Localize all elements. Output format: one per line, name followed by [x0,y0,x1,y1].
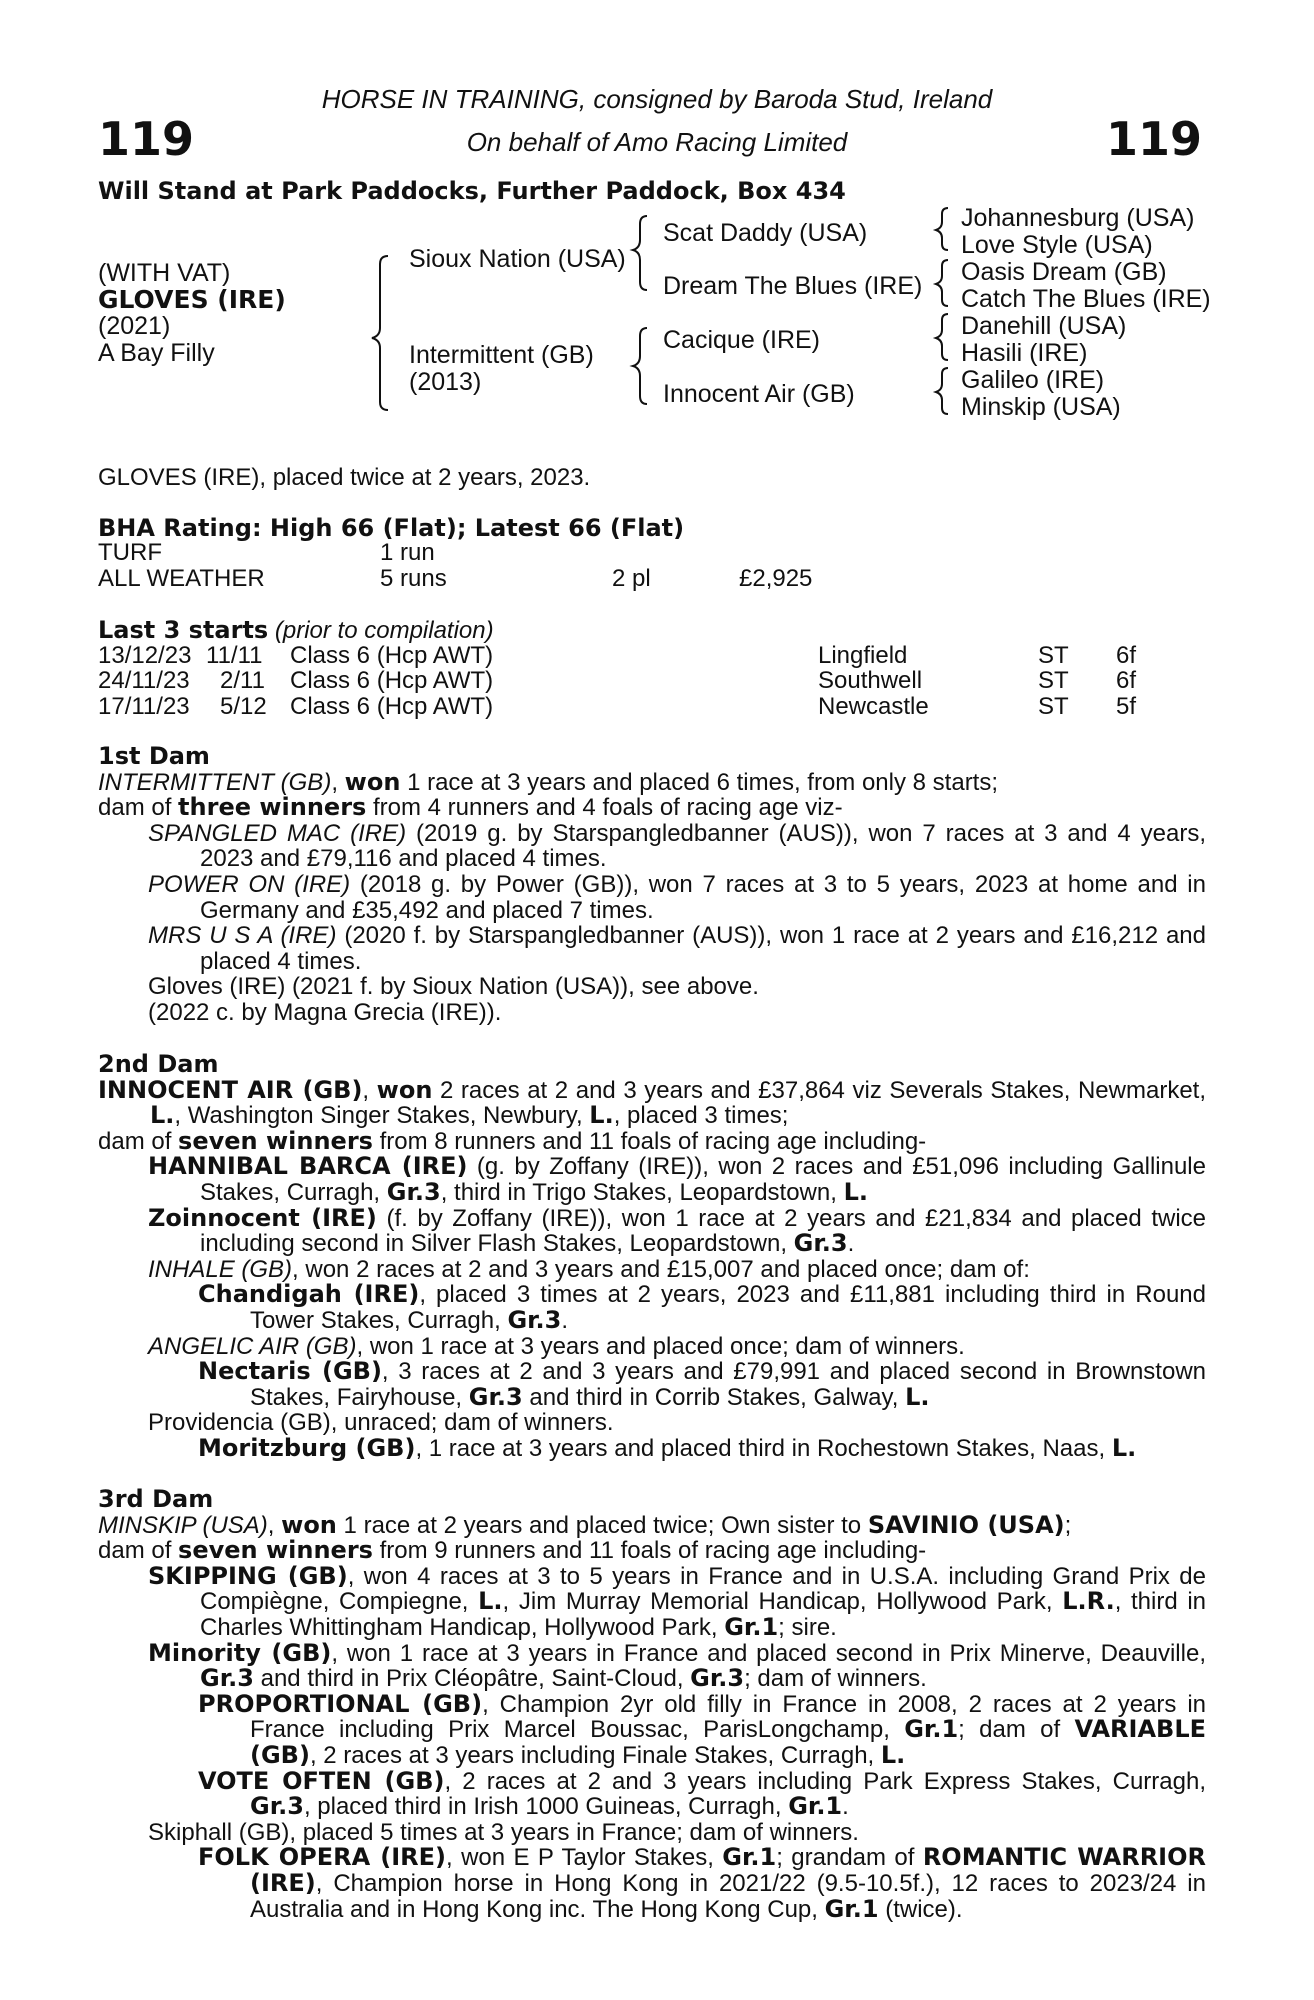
vat-note: (WITH VAT) [98,259,231,287]
lot-number-left: 119 [98,112,195,166]
sd-sire: Oasis Dream (GB) [961,258,1167,286]
dam-sire: Cacique (IRE) [663,326,820,354]
start-course: Lingfield [818,642,908,669]
second-dam-produce: dam of seven winners from 8 runners and 11 foals of racing age including- [98,1126,927,1155]
behalf-line: On behalf of Amo Racing Limited [466,127,848,157]
rating-placed-aw: 2 pl [612,565,651,592]
start-race: Class 6 (Hcp AWT) [290,642,494,669]
start-race: Class 6 (Hcp AWT) [290,693,494,720]
second-dam-record: INNOCENT AIR (GB), won 2 races at 2 and 3 years and £37,864 viz Severals Stakes, Newmarket, L., Washington Singer Stakes, Newbury, L., placed 3 times; [98,1075,1206,1130]
sd-dam: Catch The Blues (IRE) [961,285,1211,313]
horse-year: (2021) [98,312,171,340]
rating-surface-turf: TURF [98,539,162,566]
last-starts-note: (prior to compilation) [274,617,494,644]
dam-dam: Innocent Air (GB) [663,380,855,408]
start-distance: 6f [1116,667,1137,694]
start-going: ST [1038,693,1069,720]
ds-sire: Danehill (USA) [961,312,1127,340]
start-date: 13/12/23 [98,642,192,669]
dd-dam: Minskip (USA) [961,393,1121,421]
produce-entry: MRS U S A (IRE) (2020 f. by Starspangledbanner (AUS)), won 1 race at 2 years and £16,212 and placed 4 times. [148,922,1207,975]
consignor-line: HORSE IN TRAINING, consigned by Baroda Stud, Ireland [321,84,993,114]
produce-entry: PROPORTIONAL (GB), Champion 2yr old filly in France in 2008, 2 races at 2 years in France including Prix Marcel Boussac, ParisLongchamp, Gr.1; dam of VARIABLE (GB), 2 races at 3 years including Finale Stakes, Curragh, L. [198,1689,1207,1769]
first-dam-section [98,744,1206,1026]
dam-year: (2013) [409,368,482,396]
sire-sire: Scat Daddy (USA) [663,219,868,247]
sire: Sioux Nation (USA) [409,245,626,273]
produce-entry: Zoinnocent (IRE) (f. by Zoffany (IRE)), won 1 race at 2 years and £21,834 and placed twice including second in Silver Flash Stakes, Leopardstown, Gr.3. [148,1203,1206,1258]
produce-entry: (2022 c. by Magna Grecia (IRE)). [148,998,502,1026]
start-distance: 5f [1116,693,1137,720]
produce-entry: HANNIBAL BARCA (IRE) (g. by Zoffany (IRE)), won 2 races and £51,096 including Gallinule Stakes, Curragh, Gr.3, third in Trigo Stakes, Leopardstown, L. [148,1152,1206,1206]
third-dam-produce: dam of seven winners from 9 runners and 11 foals of racing age including- [98,1536,927,1565]
start-going: ST [1038,642,1069,669]
first-dam-heading: 1st Dam [98,742,210,770]
produce-entry: ANGELIC AIR (GB), won 1 race at 3 years and placed once; dam of winners. [148,1332,965,1360]
third-dam-record: MINSKIP (USA), won 1 race at 2 years and placed twice; Own sister to SAVINIO (USA); [98,1510,1072,1539]
produce-entry: SKIPPING (GB), won 4 races at 3 to 5 years in France and in U.S.A. including Grand Prix de Compiègne, Compiegne, L., Jim Murray Memorial Handicap, Hollywood Park, L.R., third in Charles Whittingham Handicap, Hollywood Park, Gr.1; sire. [148,1561,1207,1641]
second-dam-heading: 2nd Dam [98,1050,219,1078]
produce-entry: Chandigah (IRE), placed 3 times at 2 years, 2023 and £11,881 including third in Round Tower Stakes, Curragh, Gr.3. [198,1280,1206,1334]
start-position: 5/12 [220,693,267,720]
stand-location: Will Stand at Park Paddocks, Further Paddock, Box 434 [98,177,846,205]
rating-runs-aw: 5 runs [380,565,447,592]
start-going: ST [1038,667,1069,694]
produce-entry: Gloves (IRE) (2021 f. by Sioux Nation (USA)), see above. [148,973,759,1001]
sire-dam: Dream The Blues (IRE) [663,272,923,300]
lot-number-right: 119 [1105,112,1202,166]
first-dam-record: INTERMITTENT (GB), won 1 race at 3 years and placed 6 times, from only 8 starts; [98,767,999,796]
start-date: 17/11/23 [98,693,190,720]
produce-entry: Skiphall (GB), placed 5 times at 3 years in France; dam of winners. [148,1818,859,1846]
produce-entry: Nectaris (GB), 3 races at 2 and 3 years and £79,991 and placed second in Brownstown Stakes, Fairyhouse, Gr.3 and third in Corrib Stakes, Galway, L. [198,1357,1207,1411]
dam: Intermittent (GB) [409,341,594,369]
last-starts-title: Last 3 starts [98,616,269,644]
ss-sire: Johannesburg (USA) [961,204,1195,232]
produce-entry: Moritzburg (GB), 1 race at 3 years and placed third in Rochestown Stakes, Naas, L. [198,1433,1137,1462]
horse-description: A Bay Filly [98,339,215,367]
produce-entry: POWER ON (IRE) (2018 g. by Power (GB)), won 7 races at 3 to 5 years, 2023 at home and in Germany and £35,492 and placed 7 times. [148,870,1206,924]
start-course: Newcastle [818,693,929,720]
produce-entry: VOTE OFTEN (GB), 2 races at 2 and 3 years including Park Express Stakes, Curragh, Gr.3, placed third in Irish 1000 Guineas, Curragh, Gr.1. [198,1766,1207,1821]
third-dam-section [98,1487,1206,1922]
dd-sire: Galileo (IRE) [961,366,1105,394]
ds-dam: Hasili (IRE) [961,339,1088,367]
race-summary: GLOVES (IRE), placed twice at 2 years, 2023. [98,464,591,491]
produce-entry: SPANGLED MAC (IRE) (2019 g. by Starspangledbanner (AUS)), won 7 races at 3 and 4 years, 2023 and £79,116 and placed 4 times. [148,819,1206,873]
produce-entry: INHALE (GB), won 2 races at 2 and 3 years and £15,007 and placed once; dam of: [148,1255,1030,1283]
produce-entry: Minority (GB), won 1 race at 3 years in France and placed second in Prix Minerve, Deauville, Gr.3 and third in Prix Cléopâtre, Saint-Cloud, Gr.3; dam of winners. [148,1638,1206,1693]
rating-runs-turf: 1 run [380,539,435,566]
produce-entry: Providencia (GB), unraced; dam of winners. [148,1409,614,1437]
produce-entry: FOLK OPERA (IRE), won E P Taylor Stakes, Gr.1; grandam of ROMANTIC WARRIOR (IRE), Champion horse in Hong Kong in 2021/22 (9.5-10.5f.), 12 races to 2023/24 in Australia and in Hong Kong inc. The Hong Kong Cup, Gr.1 (twice). [198,1843,1206,1923]
first-dam-produce: dam of three winners from 4 runners and 4 foals of racing age viz- [98,793,843,822]
horse-name: GLOVES (IRE) [98,285,286,314]
last-starts-heading [98,617,494,644]
third-dam-heading: 3rd Dam [98,1485,214,1513]
second-dam-section [98,1052,1206,1462]
start-course: Southwell [818,667,923,694]
rating-surface-aw: ALL WEATHER [98,565,265,592]
start-position: 11/11 [206,642,263,669]
ss-dam: Love Style (USA) [961,231,1153,259]
start-race: Class 6 (Hcp AWT) [290,667,494,694]
start-distance: 6f [1116,642,1137,669]
bha-rating: BHA Rating: High 66 (Flat); Latest 66 (Flat) [98,514,685,542]
rating-prize-aw: £2,925 [739,565,813,592]
start-date: 24/11/23 [98,667,190,694]
start-position: 2/11 [220,667,265,694]
